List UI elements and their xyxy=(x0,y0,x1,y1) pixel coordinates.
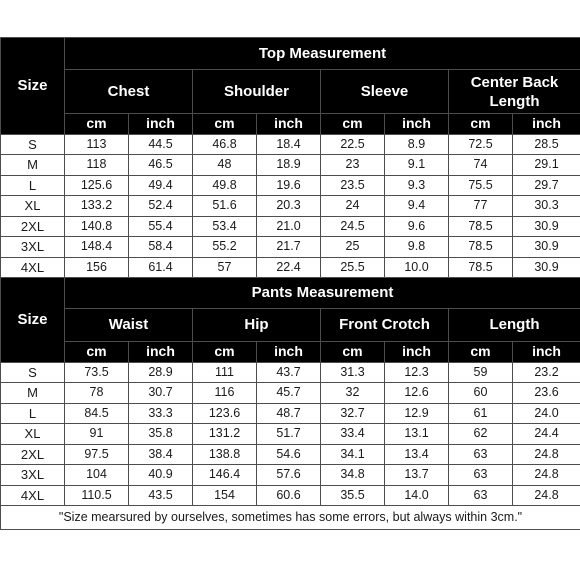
table-row xyxy=(1,196,580,217)
value-cell: 13.4 xyxy=(385,444,449,465)
top-data-rows xyxy=(1,134,580,278)
value-cell: 35.8 xyxy=(129,424,193,445)
value-cell: 24.8 xyxy=(513,485,580,506)
value-cell: 46.8 xyxy=(193,134,257,155)
value-cell: 140.8 xyxy=(65,216,129,237)
value-cell: 23.6 xyxy=(513,383,580,404)
value-cell: 60.6 xyxy=(257,485,321,506)
top-units-row xyxy=(1,114,580,135)
value-cell: 28.9 xyxy=(129,362,193,383)
value-cell: 32 xyxy=(321,383,385,404)
unit-header-inch: inch xyxy=(513,114,580,135)
value-cell: 9.1 xyxy=(385,155,449,176)
size-cell: 3XL xyxy=(1,465,65,486)
value-cell: 30.3 xyxy=(513,196,580,217)
value-cell: 111 xyxy=(193,362,257,383)
table-row xyxy=(1,257,580,278)
unit-header-cm: cm xyxy=(193,342,257,363)
value-cell: 23 xyxy=(321,155,385,176)
value-cell: 14.0 xyxy=(385,485,449,506)
value-cell: 9.6 xyxy=(385,216,449,237)
value-cell: 34.1 xyxy=(321,444,385,465)
value-cell: 51.6 xyxy=(193,196,257,217)
unit-header-inch: inch xyxy=(129,342,193,363)
value-cell: 25.5 xyxy=(321,257,385,278)
size-cell: L xyxy=(1,403,65,424)
value-cell: 73.5 xyxy=(65,362,129,383)
value-cell: 55.4 xyxy=(129,216,193,237)
value-cell: 24.8 xyxy=(513,465,580,486)
value-cell: 53.4 xyxy=(193,216,257,237)
value-cell: 24.5 xyxy=(321,216,385,237)
value-cell: 49.4 xyxy=(129,175,193,196)
value-cell: 40.9 xyxy=(129,465,193,486)
value-cell: 18.9 xyxy=(257,155,321,176)
value-cell: 9.3 xyxy=(385,175,449,196)
unit-header-cm: cm xyxy=(321,114,385,135)
table-row xyxy=(1,362,580,383)
value-cell: 63 xyxy=(449,444,513,465)
value-cell: 38.4 xyxy=(129,444,193,465)
value-cell: 25 xyxy=(321,237,385,258)
size-header: Size xyxy=(1,278,65,363)
shoulder-header: Shoulder xyxy=(193,70,321,114)
value-cell: 43.5 xyxy=(129,485,193,506)
value-cell: 12.3 xyxy=(385,362,449,383)
size-header: Size xyxy=(1,38,65,135)
size-cell: 3XL xyxy=(1,237,65,258)
value-cell: 35.5 xyxy=(321,485,385,506)
value-cell: 55.2 xyxy=(193,237,257,258)
value-cell: 97.5 xyxy=(65,444,129,465)
value-cell: 61.4 xyxy=(129,257,193,278)
value-cell: 148.4 xyxy=(65,237,129,258)
value-cell: 24.8 xyxy=(513,444,580,465)
table-row xyxy=(1,175,580,196)
unit-header-cm: cm xyxy=(65,342,129,363)
value-cell: 48.7 xyxy=(257,403,321,424)
value-cell: 34.8 xyxy=(321,465,385,486)
value-cell: 91 xyxy=(65,424,129,445)
value-cell: 146.4 xyxy=(193,465,257,486)
size-cell: M xyxy=(1,383,65,404)
value-cell: 24.4 xyxy=(513,424,580,445)
value-cell: 75.5 xyxy=(449,175,513,196)
value-cell: 156 xyxy=(65,257,129,278)
value-cell: 45.7 xyxy=(257,383,321,404)
unit-header-inch: inch xyxy=(257,342,321,363)
value-cell: 23.2 xyxy=(513,362,580,383)
center-back-length-header: Center Back Length xyxy=(449,70,580,114)
value-cell: 32.7 xyxy=(321,403,385,424)
value-cell: 8.9 xyxy=(385,134,449,155)
value-cell: 12.6 xyxy=(385,383,449,404)
value-cell: 78 xyxy=(65,383,129,404)
value-cell: 104 xyxy=(65,465,129,486)
value-cell: 19.6 xyxy=(257,175,321,196)
value-cell: 24.0 xyxy=(513,403,580,424)
size-note: "Size mearsured by ourselves, sometimes has some errors, but always within 3cm." xyxy=(1,506,580,530)
unit-header-inch: inch xyxy=(129,114,193,135)
value-cell: 30.9 xyxy=(513,216,580,237)
value-cell: 63 xyxy=(449,465,513,486)
pants-units-row xyxy=(1,342,580,363)
pants-measurement-section xyxy=(1,278,580,363)
value-cell: 78.5 xyxy=(449,216,513,237)
value-cell: 30.9 xyxy=(513,257,580,278)
value-cell: 62 xyxy=(449,424,513,445)
value-cell: 22.4 xyxy=(257,257,321,278)
hip-header: Hip xyxy=(193,309,321,342)
table-row xyxy=(1,444,580,465)
value-cell: 61 xyxy=(449,403,513,424)
value-cell: 77 xyxy=(449,196,513,217)
table-row xyxy=(1,465,580,486)
value-cell: 21.7 xyxy=(257,237,321,258)
value-cell: 22.5 xyxy=(321,134,385,155)
value-cell: 49.8 xyxy=(193,175,257,196)
unit-header-inch: inch xyxy=(257,114,321,135)
unit-header-cm: cm xyxy=(449,114,513,135)
size-cell: 4XL xyxy=(1,257,65,278)
size-cell: 2XL xyxy=(1,444,65,465)
value-cell: 57.6 xyxy=(257,465,321,486)
value-cell: 154 xyxy=(193,485,257,506)
chest-header: Chest xyxy=(65,70,193,114)
value-cell: 33.4 xyxy=(321,424,385,445)
unit-header-cm: cm xyxy=(193,114,257,135)
value-cell: 60 xyxy=(449,383,513,404)
unit-header-cm: cm xyxy=(321,342,385,363)
value-cell: 78.5 xyxy=(449,257,513,278)
value-cell: 10.0 xyxy=(385,257,449,278)
value-cell: 29.7 xyxy=(513,175,580,196)
value-cell: 58.4 xyxy=(129,237,193,258)
size-cell: 2XL xyxy=(1,216,65,237)
value-cell: 46.5 xyxy=(129,155,193,176)
value-cell: 118 xyxy=(65,155,129,176)
pants-data-rows xyxy=(1,362,580,506)
value-cell: 133.2 xyxy=(65,196,129,217)
value-cell: 113 xyxy=(65,134,129,155)
size-cell: XL xyxy=(1,196,65,217)
value-cell: 20.3 xyxy=(257,196,321,217)
value-cell: 52.4 xyxy=(129,196,193,217)
size-cell: XL xyxy=(1,424,65,445)
value-cell: 44.5 xyxy=(129,134,193,155)
value-cell: 72.5 xyxy=(449,134,513,155)
value-cell: 9.4 xyxy=(385,196,449,217)
table-row xyxy=(1,237,580,258)
pants-measurement-title: Pants Measurement xyxy=(65,278,580,309)
value-cell: 33.3 xyxy=(129,403,193,424)
top-measurement-title: Top Measurement xyxy=(65,38,580,70)
value-cell: 123.6 xyxy=(193,403,257,424)
value-cell: 59 xyxy=(449,362,513,383)
unit-header-cm: cm xyxy=(449,342,513,363)
value-cell: 30.9 xyxy=(513,237,580,258)
table-row xyxy=(1,485,580,506)
value-cell: 43.7 xyxy=(257,362,321,383)
value-cell: 57 xyxy=(193,257,257,278)
size-cell: S xyxy=(1,362,65,383)
table-row xyxy=(1,403,580,424)
table-row xyxy=(1,424,580,445)
table-row xyxy=(1,383,580,404)
value-cell: 23.5 xyxy=(321,175,385,196)
table-row xyxy=(1,216,580,237)
length-header: Length xyxy=(449,309,580,342)
value-cell: 21.0 xyxy=(257,216,321,237)
sleeve-header: Sleeve xyxy=(321,70,449,114)
unit-header-cm: cm xyxy=(65,114,129,135)
value-cell: 78.5 xyxy=(449,237,513,258)
value-cell: 51.7 xyxy=(257,424,321,445)
top-measurement-section xyxy=(1,38,580,135)
size-cell: 4XL xyxy=(1,485,65,506)
value-cell: 63 xyxy=(449,485,513,506)
value-cell: 18.4 xyxy=(257,134,321,155)
unit-header-inch: inch xyxy=(385,114,449,135)
size-cell: S xyxy=(1,134,65,155)
value-cell: 29.1 xyxy=(513,155,580,176)
value-cell: 116 xyxy=(193,383,257,404)
value-cell: 28.5 xyxy=(513,134,580,155)
waist-header: Waist xyxy=(65,309,193,342)
size-cell: L xyxy=(1,175,65,196)
size-cell: M xyxy=(1,155,65,176)
size-chart-table xyxy=(0,37,580,530)
value-cell: 31.3 xyxy=(321,362,385,383)
unit-header-inch: inch xyxy=(513,342,580,363)
value-cell: 12.9 xyxy=(385,403,449,424)
value-cell: 48 xyxy=(193,155,257,176)
value-cell: 110.5 xyxy=(65,485,129,506)
value-cell: 138.8 xyxy=(193,444,257,465)
front-crotch-header: Front Crotch xyxy=(321,309,449,342)
value-cell: 13.1 xyxy=(385,424,449,445)
table-row xyxy=(1,134,580,155)
value-cell: 84.5 xyxy=(65,403,129,424)
value-cell: 13.7 xyxy=(385,465,449,486)
value-cell: 9.8 xyxy=(385,237,449,258)
unit-header-inch: inch xyxy=(385,342,449,363)
value-cell: 131.2 xyxy=(193,424,257,445)
value-cell: 125.6 xyxy=(65,175,129,196)
value-cell: 24 xyxy=(321,196,385,217)
value-cell: 30.7 xyxy=(129,383,193,404)
value-cell: 74 xyxy=(449,155,513,176)
value-cell: 54.6 xyxy=(257,444,321,465)
table-row xyxy=(1,155,580,176)
